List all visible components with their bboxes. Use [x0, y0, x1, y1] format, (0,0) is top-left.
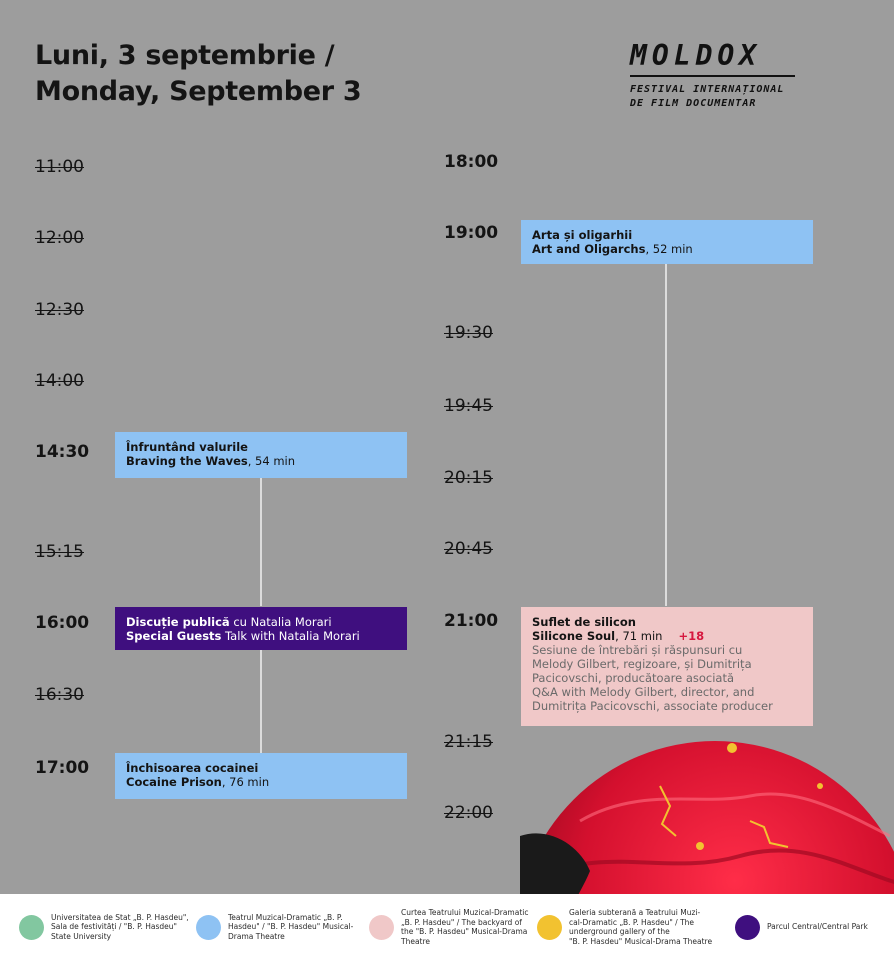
legend-label: Parcul Central/Central Park: [767, 922, 868, 932]
event-title-en: Braving the Waves: [126, 454, 248, 468]
title-english: Monday, September 3: [35, 76, 362, 107]
timeline-connector: [260, 650, 262, 753]
time-slot: 20:15: [444, 468, 493, 488]
legend-dot: [196, 915, 221, 940]
time-slot: 14:00: [35, 371, 84, 391]
event-public-discussion[interactable]: [115, 607, 407, 650]
event-qa-en-line: Q&A with Melody Gilbert, director, and: [532, 685, 755, 699]
time-slot: 21:15: [444, 732, 493, 752]
timeline-connector: [260, 478, 262, 606]
legend-label: Teatrul Muzical-Dramatic „B. P. Hasdeu" / "B. P. Hasdeu" Musical- Drama Theatre: [228, 912, 354, 941]
time-slot: 12:00: [35, 228, 84, 248]
event-title-en: Art and Oligarchs: [532, 242, 646, 256]
time-slot: 15:15: [35, 542, 84, 562]
event-duration: , 54 min: [247, 454, 296, 468]
event-qa-en-line: Dumitrița Pacicovschi, associate producer: [532, 699, 773, 713]
legend-item-central-park: [735, 894, 868, 960]
event-cocaine-prison[interactable]: [115, 753, 407, 799]
event-qa-ro-line: Pacicovschi, producătoare asociată: [532, 671, 735, 685]
event-duration: , 71 min: [615, 629, 663, 643]
logo-rule: [630, 75, 795, 77]
logo-tagline-1: FESTIVAL INTERNAȚIONAL: [630, 84, 785, 95]
time-slot: 19:45: [444, 396, 493, 416]
logo-tagline-2: DE FILM DOCUMENTAR: [630, 98, 757, 109]
event-duration: , 76 min: [221, 775, 270, 789]
logo-wordmark: MOLDOX: [630, 39, 762, 72]
event-title-ro: Înfruntând valurile: [126, 440, 248, 454]
event-title-ro: Discuție publică: [126, 615, 230, 629]
event-title-en: Cocaine Prison: [126, 775, 222, 789]
legend-item-underground-gallery: [537, 894, 712, 960]
event-host-ro: cu Natalia Morari: [229, 615, 332, 629]
page-title: [35, 38, 361, 110]
event-silicone-soul[interactable]: [521, 607, 813, 726]
legend-label: Universitatea de Stat „B. P. Hasdeu", Sala de festivități / "B. P. Hasdeu" State University: [51, 912, 189, 941]
legend-dot: [537, 915, 562, 940]
venue-legend: [0, 894, 894, 960]
event-braving-the-waves[interactable]: [115, 432, 407, 478]
event-title-ro: Arta și oligarhii: [532, 228, 633, 242]
legend-item-state-university: [19, 894, 189, 960]
event-title-en: Silicone Soul: [532, 629, 616, 643]
legend-dot: [369, 915, 394, 940]
legend-item-theatre-backyard: [369, 894, 528, 960]
legend-dot: [735, 915, 760, 940]
event-qa-ro-line: Sesiune de întrebări și răspunsuri cu: [532, 643, 743, 657]
time-slot: 12:30: [35, 300, 84, 320]
timeline-connector: [665, 264, 667, 606]
time-slot: 19:00: [444, 223, 499, 243]
time-slot: 21:00: [444, 611, 499, 631]
event-title-en: Special Guests: [126, 629, 222, 643]
title-romanian: Luni, 3 septembrie /: [35, 40, 335, 71]
event-host-en: Talk with Natalia Morari: [221, 629, 360, 643]
event-qa-ro-line: Melody Gilbert, regizoare, și Dumitrița: [532, 657, 752, 671]
time-slot: 17:00: [35, 758, 90, 778]
legend-dot: [19, 915, 44, 940]
time-slot: 11:00: [35, 157, 84, 177]
time-slot: 20:45: [444, 539, 493, 559]
legend-item-musical-drama-theatre: [196, 894, 353, 960]
legend-label: Galeria subterană a Teatrului Muzi- cal-Dramatic „B. P. Hasdeu" / The underground gallery of the "B. P. Hasdeu" Musical-Drama Theatre: [569, 908, 713, 946]
time-slot: 18:00: [444, 152, 499, 172]
time-slot: 22:00: [444, 803, 493, 823]
time-slot: 16:00: [35, 613, 90, 633]
event-art-and-oligarchs[interactable]: [521, 220, 813, 264]
age-rating-badge: +18: [678, 629, 705, 643]
time-slot: 16:30: [35, 685, 84, 705]
legend-label: Curtea Teatrului Muzical-Dramatic „B. P. Hasdeu" / The backyard of the "B. P. Hasdeu" Musical-Drama Theatre: [401, 908, 529, 946]
event-duration: , 52 min: [645, 242, 693, 256]
event-title-ro: Suflet de silicon: [532, 615, 636, 629]
moldox-logo: [630, 40, 800, 111]
event-title-ro: Închisoarea cocainei: [126, 761, 259, 775]
time-slot: 19:30: [444, 323, 493, 343]
time-slot: 14:30: [35, 442, 90, 462]
